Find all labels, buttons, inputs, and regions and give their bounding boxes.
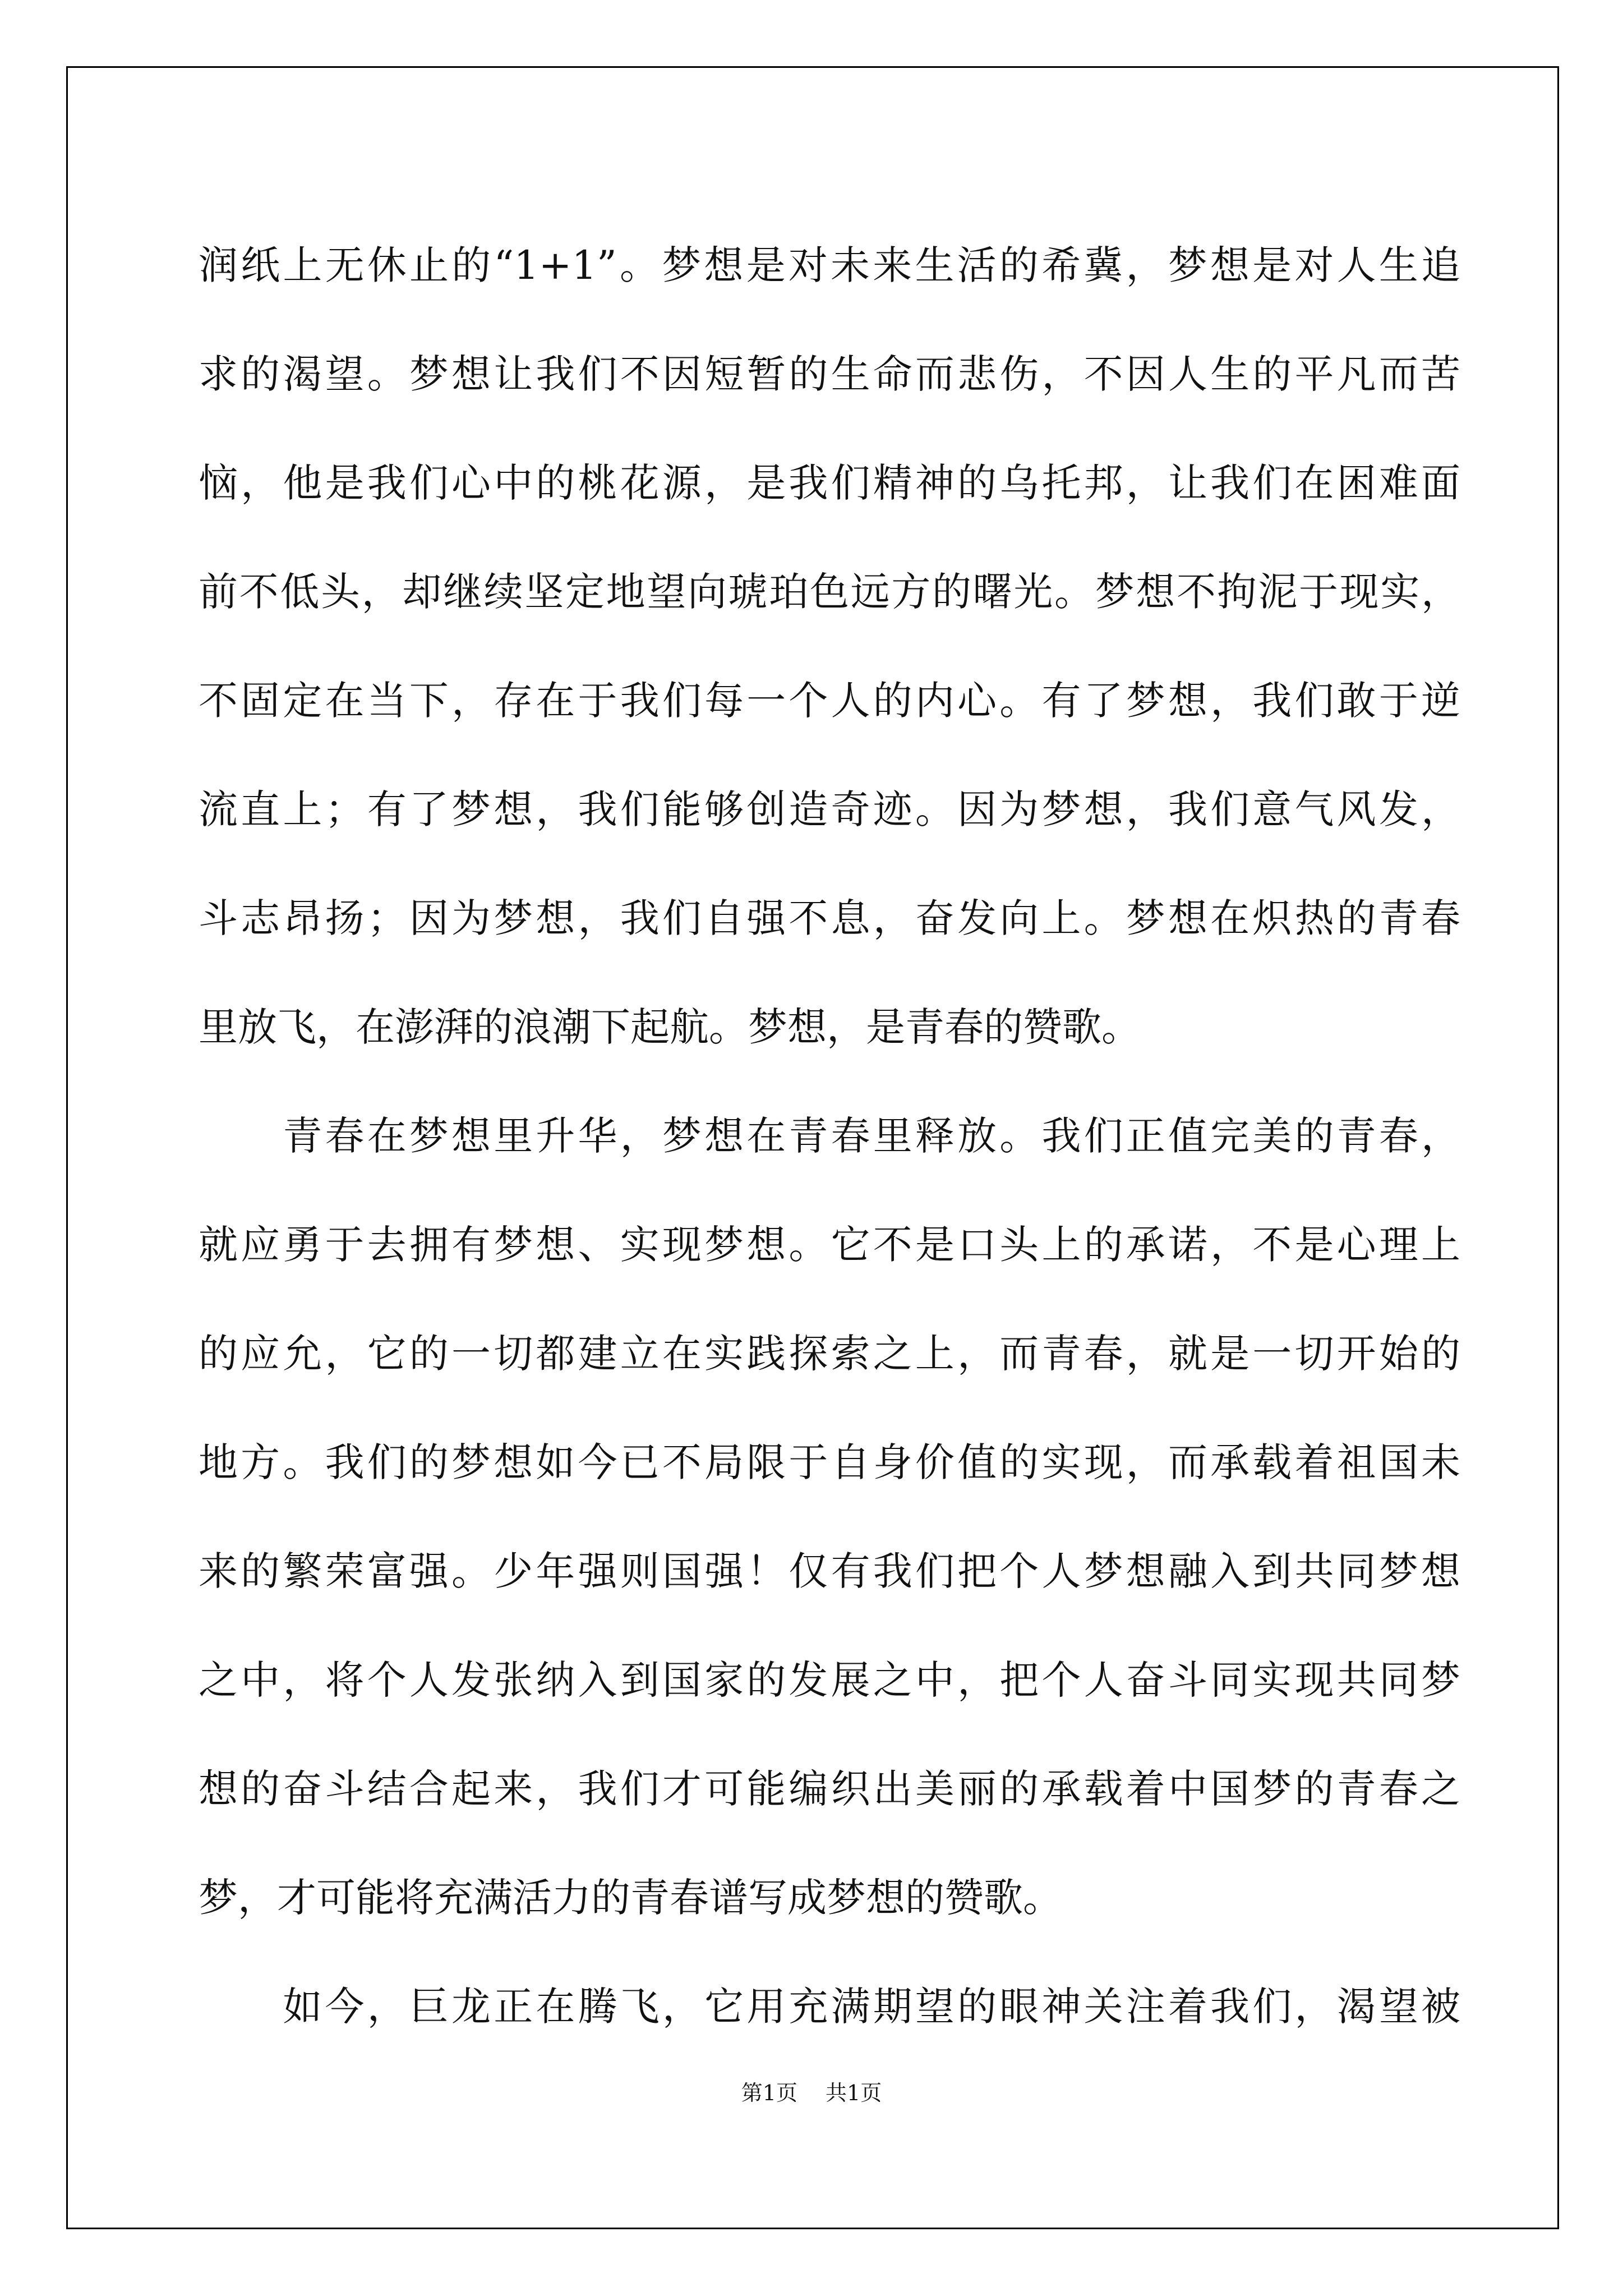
page-number-total: 共1页 bbox=[826, 2081, 882, 2105]
text-line: 来的繁荣富强。少年强则国强！仅有我们把个人梦想融入到共同梦想 bbox=[199, 1548, 1460, 1594]
text-line: 求的渴望。梦想让我们不因短暂的生命而悲伤，不因人生的平凡而苦 bbox=[199, 351, 1460, 397]
text-line: 润纸上无休止的“1+1”。梦想是对未来生活的希冀，梦想是对人生追 bbox=[199, 242, 1460, 288]
text-line: 流直上；有了梦想，我们能够创造奇迹。因为梦想，我们意气风发， bbox=[199, 786, 1460, 832]
text-line: 想的奋斗结合起来，我们才可能编织出美丽的承载着中国梦的青春之 bbox=[199, 1766, 1460, 1812]
document-body bbox=[199, 211, 1460, 2061]
page-number-current: 第1页 bbox=[741, 2081, 797, 2105]
text-line: 如今，巨龙正在腾飞，它用充满期望的眼神关注着我们，渴望被 bbox=[199, 1984, 1460, 2030]
text-line: 青春在梦想里升华，梦想在青春里释放。我们正值完美的青春， bbox=[199, 1113, 1460, 1159]
text-line: 前不低头，却继续坚定地望向琥珀色远方的曙光。梦想不拘泥于现实， bbox=[199, 569, 1460, 615]
text-line: 地方。我们的梦想如今已不局限于自身价值的实现，而承载着祖国未 bbox=[199, 1439, 1460, 1485]
page-footer bbox=[0, 2076, 1623, 2106]
text-line: 恼，他是我们心中的桃花源，是我们精神的乌托邦，让我们在困难面 bbox=[199, 460, 1460, 506]
text-line: 就应勇于去拥有梦想、实现梦想。它不是口头上的承诺，不是心理上 bbox=[199, 1222, 1460, 1268]
text-line: 里放飞，在澎湃的浪潮下起航。梦想，是青春的赞歌。 bbox=[199, 1004, 1141, 1050]
text-line: 不固定在当下，存在于我们每一个人的内心。有了梦想，我们敢于逆 bbox=[199, 678, 1460, 724]
text-line: 梦，才可能将充满活力的青春谱写成梦想的赞歌。 bbox=[199, 1875, 1062, 1921]
text-line: 之中，将个人发张纳入到国家的发展之中，把个人奋斗同实现共同梦 bbox=[199, 1657, 1460, 1703]
text-line: 的应允，它的一切都建立在实践探索之上，而青春，就是一切开始的 bbox=[199, 1331, 1460, 1377]
text-line: 斗志昂扬；因为梦想，我们自强不息，奋发向上。梦想在炽热的青春 bbox=[199, 895, 1460, 941]
